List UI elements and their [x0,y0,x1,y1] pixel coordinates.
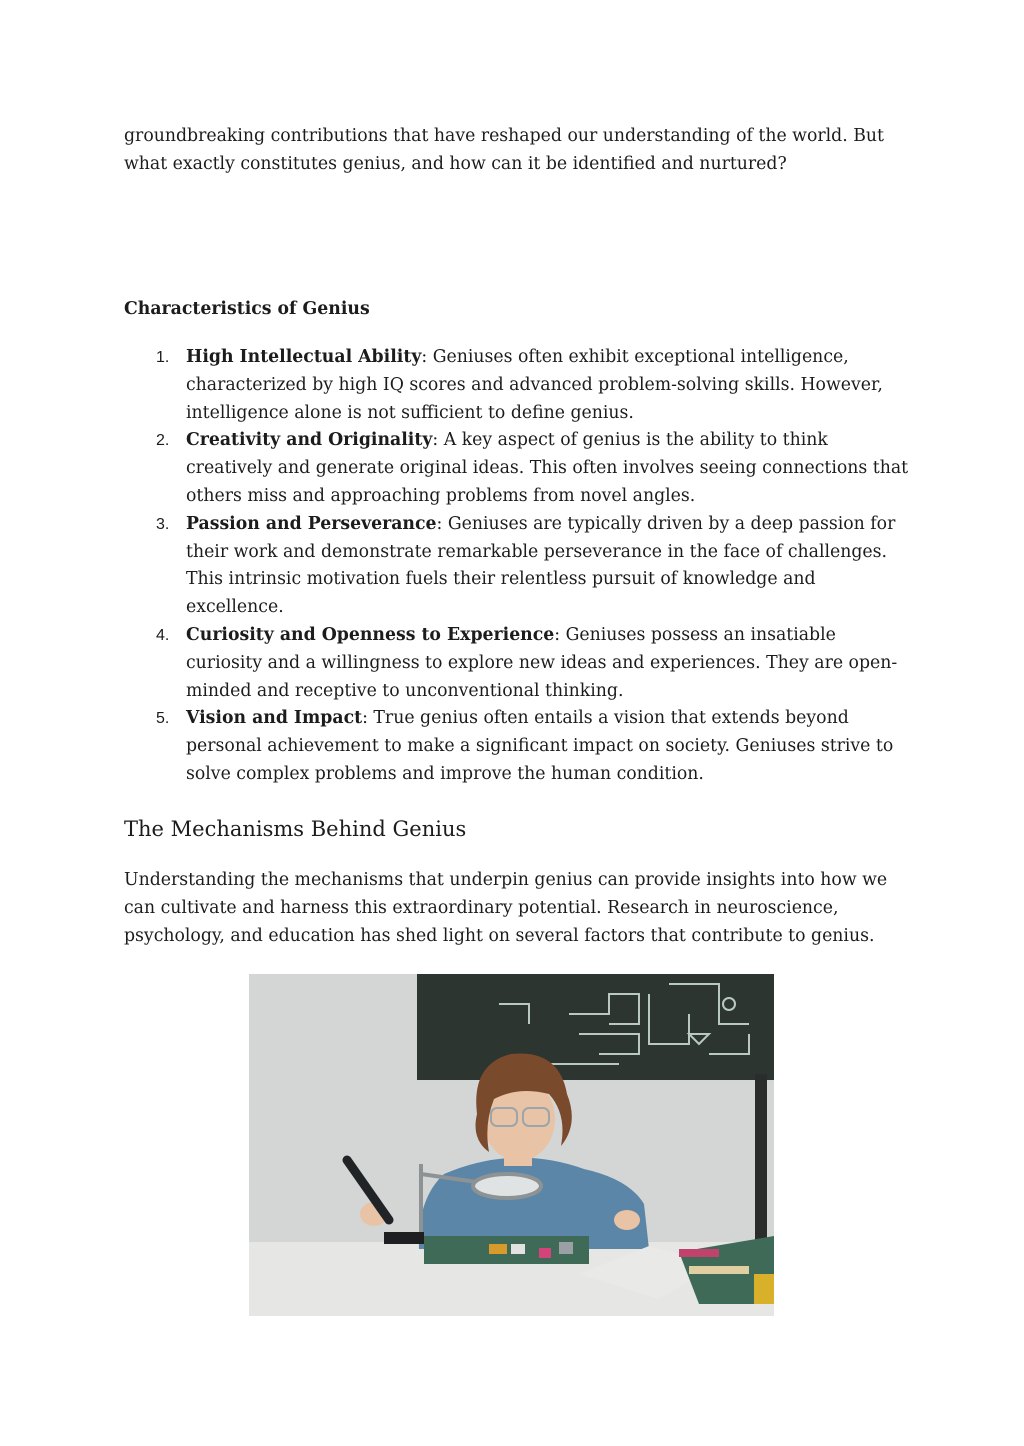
list-item-number: 2. [156,432,170,450]
list-item-title: Creativity and Originality [186,430,433,451]
photo-child-soldering [249,974,774,1316]
list-item-number: 4. [156,626,170,644]
list-item-text: : True genius often entails a vision that extends beyond personal achievement to make a significant impact on society. Geniuses strive to solve complex problems and improve the human condition. [186,708,894,784]
list-item [124,511,914,622]
list-item [124,622,914,705]
child-right-hand [614,1210,640,1230]
intro-paragraph: groundbreaking contributions that have reshaped our understanding of the world. But what exactly constitutes genius, and how can it be identified and nurtured? [124,126,884,174]
chalkboard-stand [755,1074,767,1254]
list-item-title: Curiosity and Openness to Experience [186,624,555,645]
list-item-number: 3. [156,515,170,533]
photo-illustration [249,974,774,1316]
list-item [124,705,914,788]
list-item-text: : A key aspect of genius is the ability to think creatively and generate original ideas. This often involves seeing connections that others miss and approaching problems from novel angles. [186,430,909,506]
list-item [124,344,914,427]
characteristics-heading: Characteristics of Genius [124,299,370,319]
list-item-text: : Geniuses are typically driven by a deep passion for their work and demonstrate remarkable perseverance in the face of challenges. This intrinsic motivation fuels their relentless pursuit of knowledge and excellence. [186,513,896,618]
list-item-text: : Geniuses often exhibit exceptional intelligence, characterized by high IQ scores and advanced problem-solving skills. However, intelligence alone is not sufficient to define genius. [186,347,883,423]
list-item [124,427,914,510]
mechanisms-heading: The Mechanisms Behind Genius [124,817,467,841]
characteristics-list [124,344,914,789]
list-item-title: Vision and Impact [186,708,363,729]
list-item-title: Passion and Perseverance [186,513,437,534]
list-item-number: 5. [156,710,170,728]
list-item-text: : Geniuses possess an insatiable curiosity and a willingness to explore new ideas and experiences. They are open-minded and receptive to unconventional thinking. [186,624,898,701]
list-item-title: High Intellectual Ability [186,347,422,367]
list-item-number: 1. [156,349,170,366]
mechanisms-paragraph: Understanding the mechanisms that underpin genius can provide insights into how we can cultivate and harness this extraordinary potential. Research in neuroscience, psychology, and education has shed light on several factors that contribute to genius. [124,870,888,946]
